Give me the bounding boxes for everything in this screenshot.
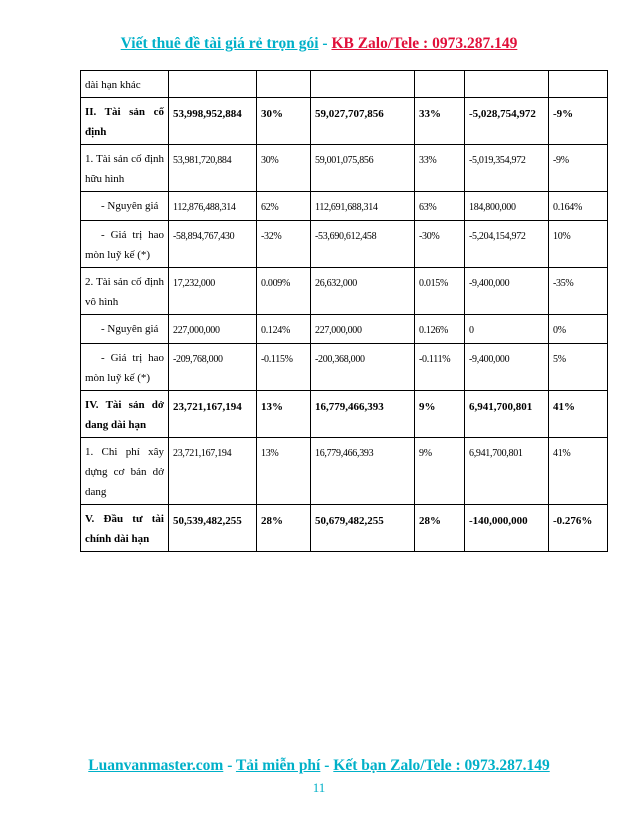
header-contact-link[interactable]: KB Zalo/Tele : 0973.287.149 <box>331 35 518 52</box>
table-cell: 16,779,466,393 <box>311 438 415 505</box>
table-cell: 41% <box>549 438 608 505</box>
table-cell <box>311 71 415 98</box>
table-cell: 9% <box>415 438 465 505</box>
table-cell <box>415 71 465 98</box>
table-row <box>81 438 608 505</box>
footer-contact-link[interactable]: Kết bạn Zalo/Tele : 0973.287.149 <box>333 757 550 774</box>
table-cell: 30% <box>257 98 311 145</box>
row-label: V. Đầu tư tài chính dài hạn <box>81 505 169 552</box>
row-label: 1. Tài sản cố định hữu hình <box>81 145 169 192</box>
table-row <box>81 145 608 192</box>
table-cell: -9,400,000 <box>465 344 549 391</box>
table-cell: 227,000,000 <box>169 315 257 344</box>
table-cell: 33% <box>415 98 465 145</box>
table-cell <box>465 71 549 98</box>
table-cell: 6,941,700,801 <box>465 391 549 438</box>
table-cell: -0.276% <box>549 505 608 552</box>
table-cell: -30% <box>415 221 465 268</box>
table-cell: -9% <box>549 145 608 192</box>
table-cell: -35% <box>549 268 608 315</box>
table-cell: 0.015% <box>415 268 465 315</box>
page-header <box>0 35 638 53</box>
table-cell: 50,539,482,255 <box>169 505 257 552</box>
table-cell: 13% <box>257 438 311 505</box>
table-cell: -5,019,354,972 <box>465 145 549 192</box>
table-cell: 0 <box>465 315 549 344</box>
row-label: - Nguyên giá <box>81 315 169 344</box>
table-cell: -32% <box>257 221 311 268</box>
table-cell: 28% <box>257 505 311 552</box>
table-cell: -58,894,767,430 <box>169 221 257 268</box>
table-cell: 9% <box>415 391 465 438</box>
table-cell: 33% <box>415 145 465 192</box>
table-cell: 0.126% <box>415 315 465 344</box>
table-cell: -140,000,000 <box>465 505 549 552</box>
table-cell: -200,368,000 <box>311 344 415 391</box>
table-cell: 59,001,075,856 <box>311 145 415 192</box>
table-cell: 6,941,700,801 <box>465 438 549 505</box>
footer-separator: - <box>223 757 236 774</box>
row-label: II. Tài sản cố định <box>81 98 169 145</box>
table-cell: 5% <box>549 344 608 391</box>
page-number: 11 <box>312 780 326 795</box>
table-cell <box>549 71 608 98</box>
table-row <box>81 221 608 268</box>
row-label: dài hạn khác <box>81 71 169 98</box>
table-cell: 53,981,720,884 <box>169 145 257 192</box>
table-cell: 0% <box>549 315 608 344</box>
table-cell: 59,027,707,856 <box>311 98 415 145</box>
table-cell: 0.009% <box>257 268 311 315</box>
table-cell: 23,721,167,194 <box>169 391 257 438</box>
table-cell: -0.115% <box>257 344 311 391</box>
table-cell: 53,998,952,884 <box>169 98 257 145</box>
header-separator: - <box>318 35 332 52</box>
table-cell: 17,232,000 <box>169 268 257 315</box>
table-cell: -0.111% <box>415 344 465 391</box>
table-row <box>81 192 608 221</box>
header-link[interactable]: Viết thuê đề tài giá rẻ trọn gói <box>120 35 319 52</box>
table-cell: 0.124% <box>257 315 311 344</box>
table-cell: 16,779,466,393 <box>311 391 415 438</box>
footer-separator: - <box>320 757 334 774</box>
table-row <box>81 71 608 98</box>
table-cell <box>257 71 311 98</box>
table-cell: -209,768,000 <box>169 344 257 391</box>
table-cell: 10% <box>549 221 608 268</box>
table-cell: -5,204,154,972 <box>465 221 549 268</box>
table-cell: 26,632,000 <box>311 268 415 315</box>
table-cell: 227,000,000 <box>311 315 415 344</box>
table-cell: 63% <box>415 192 465 221</box>
table-cell: 41% <box>549 391 608 438</box>
table-row <box>81 391 608 438</box>
table-cell: -9% <box>549 98 608 145</box>
table-cell <box>169 71 257 98</box>
table-cell: 62% <box>257 192 311 221</box>
table-cell: 13% <box>257 391 311 438</box>
table-row <box>81 344 608 391</box>
table-cell: 28% <box>415 505 465 552</box>
table-cell: 23,721,167,194 <box>169 438 257 505</box>
table-cell: 0.164% <box>549 192 608 221</box>
table-row <box>81 268 608 315</box>
row-label: - Giá trị hao mòn luỹ kế (*) <box>81 344 169 391</box>
row-label: 2. Tài sản cố định vô hình <box>81 268 169 315</box>
table-row <box>81 98 608 145</box>
footer-site-link[interactable]: Luanvanmaster.com <box>88 757 224 774</box>
table-row <box>81 315 608 344</box>
table-cell: 112,876,488,314 <box>169 192 257 221</box>
table-cell: 184,800,000 <box>465 192 549 221</box>
row-label: - Nguyên giá <box>81 192 169 221</box>
table-cell: 112,691,688,314 <box>311 192 415 221</box>
row-label: - Giá trị hao mòn luỹ kế (*) <box>81 221 169 268</box>
table-cell: -5,028,754,972 <box>465 98 549 145</box>
table-row <box>81 505 608 552</box>
footer-download-link[interactable]: Tải miễn phí <box>235 757 321 774</box>
table-cell: -53,690,612,458 <box>311 221 415 268</box>
financial-table <box>80 70 608 552</box>
page-footer <box>0 757 638 775</box>
row-label: IV. Tài sản dở dang dài hạn <box>81 391 169 438</box>
table-cell: -9,400,000 <box>465 268 549 315</box>
table-cell: 50,679,482,255 <box>311 505 415 552</box>
table-cell: 30% <box>257 145 311 192</box>
row-label: 1. Chi phí xây dựng cơ bản dở dang <box>81 438 169 505</box>
